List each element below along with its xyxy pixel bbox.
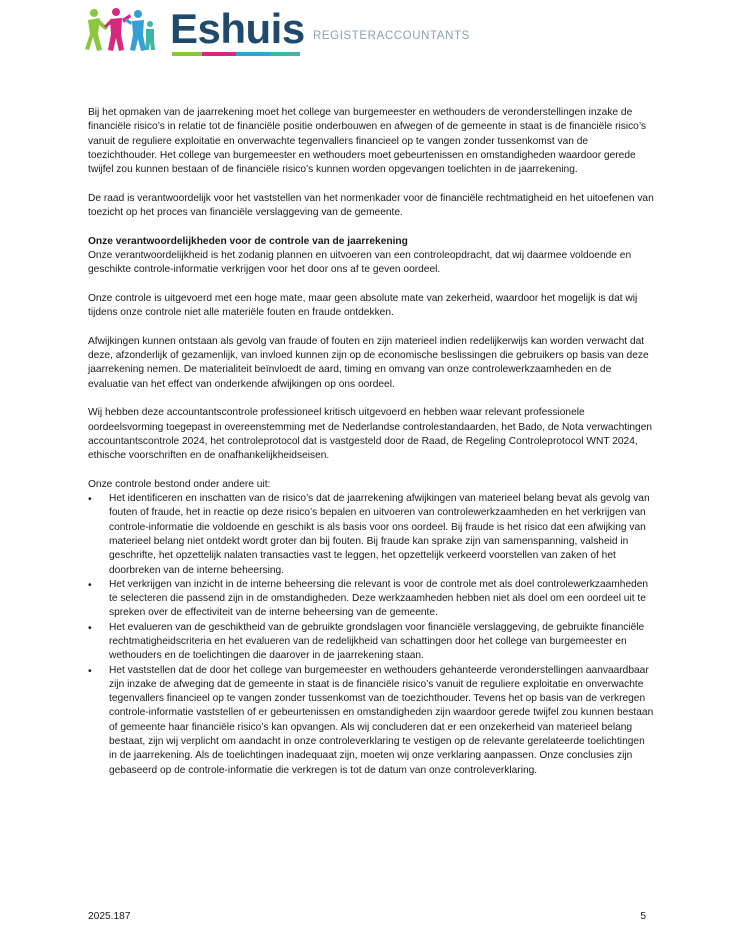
- document-body: [88, 106, 654, 778]
- paragraph: Onze controle is uitgevoerd met een hoge mate, maar geen absolute mate van zekerheid, waardoor het mogelijk is dat wij tijdens onze controle niet alle materiële fouten en fraude ontdekken.: [88, 292, 638, 319]
- company-logo: [84, 4, 470, 60]
- brand-color-bar: [172, 52, 300, 56]
- people-figures-icon: [84, 4, 156, 56]
- brand-name: Eshuis: [170, 5, 305, 52]
- list-item: • Het identificeren en inschatten van de risico’s dat de jaarrekening afwijkingen van materieel belang bevat als gevolg van fouten of fraude, het in reactie op deze risico’s bepalen en uitvoeren van controlewerkzaamheden en het verkrijgen van controle-informatie die voldoende en geschikt is als basis voor ons oordeel. Bij fraude is het risico dat een afwijking van materieel belang niet ontdekt wordt groter dan bij fouten. Bij fraude kan sprake zijn van samenspanning, valsheid in geschrifte, het opzettelijk nalaten transacties vast te leggen, het opzettelijk verkeerd voorstellen van zaken of het doorbreken van de interne beheersing.: [88, 492, 654, 578]
- list-intro: Onze controle bestond onder andere uit:: [88, 478, 271, 490]
- list-item: • Het evalueren van de geschiktheid van de gebruikte grondslagen voor financiële verslaggeving, de gebruikte financiële rechtmatigheidscriteria en het evalueren van de redelijkheid van schattingen door het college van burgemeester en wethouders en de toelichtingen die daarover in de jaarrekening staan.: [88, 621, 654, 664]
- paragraph: Afwijkingen kunnen ontstaan als gevolg van fraude of fouten en zijn materieel indien redelijkerwijs kan worden verwacht dat deze, afzonderlijk of gezamenlijk, van invloed kunnen zijn op de economische beslissingen die gebruikers op basis van deze jaarrekening nemen. De materialiteit beïnvloedt de aard, timing en omvang van onze controlewerkzaamheden en de evaluatie van het effect van onderkende afwijkingen op ons oordeel.: [88, 335, 649, 390]
- document-reference: 2025.187: [88, 911, 131, 922]
- paragraph: Onze verantwoordelijkheid is het zodanig plannen en uitvoeren van een controleopdracht, dat wij daarmee voldoende en geschikte controle-informatie verkrijgen voor het door ons af te geven oordeel.: [88, 249, 632, 276]
- paragraph: Wij hebben deze accountantscontrole professioneel kritisch uitgevoerd en hebben waar relevant professionele oordeelsvorming toegepast in overeenstemming met de Nederlandse controlestandaarden, het Bado, de Nota verwachtingen accountantscontrole 2024, het controleprotocol dat is vastgesteld door de Raad, de Regeling Controleprotocol WNT 2024, ethische voorschriften en de onafhankelijkheidseisen.: [88, 407, 653, 462]
- paragraph: Bij het opmaken van de jaarrekening moet het college van burgemeester en wethouders de veronderstellingen inzake de financiële risico’s in relatie tot de financiële positie onderbouwen en afwegen of de gemeente in staat is de financiële risico’s vanuit de reguliere exploitatie en onverwachte tegenvallers financieel op te vangen zonder tussenkomst van de toezichthouder. Het college van burgemeester en wethouders moet gebeurtenissen en omstandigheden waardoor gerede twijfel zou kunnen bestaan of de financiële risico’s kunnen worden opgevangen toelichten in de jaarrekening.: [88, 107, 647, 176]
- page-number: 5: [640, 911, 646, 922]
- paragraph: De raad is verantwoordelijk voor het vaststellen van het normenkader voor de financiële rechtmatigheid en het uitoefenen van toezicht op het proces van financiële verslaggeving van de gemeente.: [88, 192, 654, 219]
- list-item: • Het verkrijgen van inzicht in de interne beheersing die relevant is voor de controle met als doel controlewerkzaamheden te selecteren die passend zijn in de omstandigheden. Deze werkzaamheden hebben niet als doel om een oordeel uit te spreken over de effectiviteit van de interne beheersing van de gemeente.: [88, 578, 654, 621]
- list-item: • Het vaststellen dat de door het college van burgemeester en wethouders gehanteerde veronderstellingen aanvaardbaar zijn inzake de afweging dat de gemeente in staat is de financiële risico’s vanuit de reguliere exploitatie en onverwachte tegenvallers financieel op te vangen zonder tussenkomst van de toezichthouder. Tevens het op basis van de verkregen controle-informatie vaststellen of er gebeurtenissen en omstandigheden zijn waardoor gerede twijfel zou kunnen bestaan of gemeente haar financiële risico’s kan opvangen. Als wij concluderen dat er een onzekerheid van materieel belang bestaat, zijn wij verplicht om aandacht in onze controleverklaring te vestigen op de relevante gerelateerde toelichtingen in de jaarrekening. Als de toelichtingen inadequaat zijn, moeten wij onze verklaring aanpassen. Onze conclusies zijn gebaseerd op de controle-informatie die verkregen is tot de datum van onze controleverklaring.: [88, 664, 654, 778]
- bullet-list: [88, 492, 654, 778]
- brand-subtitle: REGISTERACCOUNTANTS: [313, 30, 470, 42]
- section-heading: Onze verantwoordelijkheden voor de controle van de jaarrekening: [88, 235, 408, 247]
